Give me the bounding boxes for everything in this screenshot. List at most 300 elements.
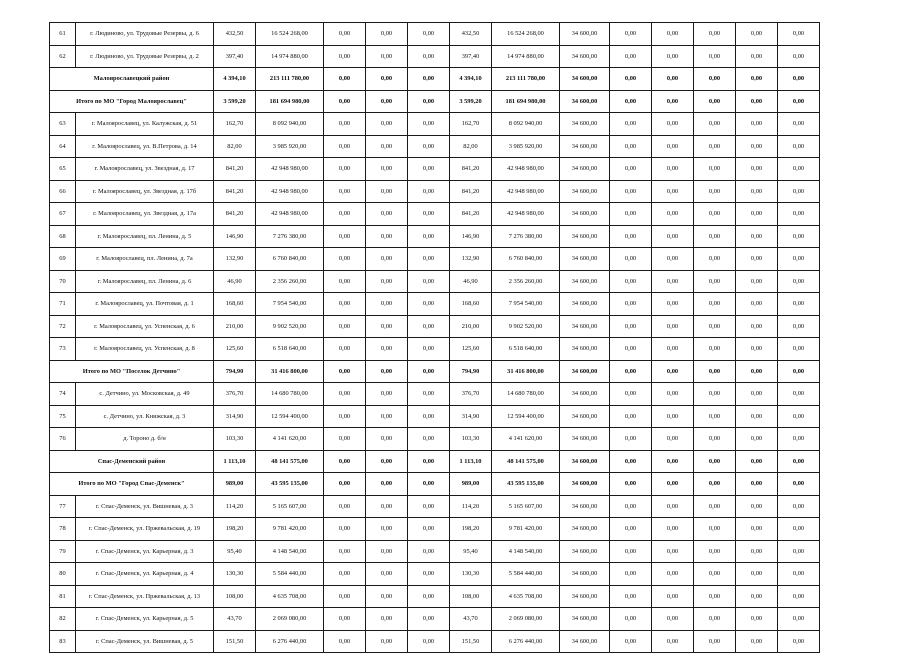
address-cell: г. Малоярославец, ул. Успенская, д. 6 (76, 315, 214, 338)
value-cell: 0,00 (694, 180, 736, 203)
value-cell: 0,00 (408, 495, 450, 518)
value-cell: 0,00 (408, 90, 450, 113)
unit-cost-cell: 34 600,00 (560, 293, 610, 316)
value-cell: 0,00 (408, 338, 450, 361)
address-cell: г. Людиново, ул. Трудовые Резервы, д. 2 (76, 45, 214, 68)
area-cell: 4 394,10 (450, 68, 492, 91)
cost-cell: 213 111 780,00 (256, 68, 324, 91)
unit-cost-cell: 34 600,00 (560, 45, 610, 68)
row-number: 78 (50, 518, 76, 541)
cost-cell: 42 948 980,00 (256, 203, 324, 226)
value-cell: 0,00 (736, 270, 778, 293)
cost-cell: 43 595 135,00 (492, 473, 560, 496)
subtotal-label: Итого по МО "Город Малоярославец" (50, 90, 214, 113)
cost-cell: 16 524 268,00 (492, 23, 560, 46)
value-cell: 0,00 (324, 270, 366, 293)
area-cell: 130,30 (214, 563, 256, 586)
value-cell: 0,00 (324, 135, 366, 158)
value-cell: 0,00 (408, 225, 450, 248)
cost-cell: 5 584 440,00 (492, 563, 560, 586)
subtotal-label: Итого по МО "Город Спас-Деменск" (50, 473, 214, 496)
value-cell: 0,00 (694, 630, 736, 653)
cost-cell: 48 141 575,00 (492, 450, 560, 473)
table-row (50, 270, 820, 293)
unit-cost-cell: 34 600,00 (560, 473, 610, 496)
table-row (50, 518, 820, 541)
value-cell: 0,00 (652, 248, 694, 271)
value-cell: 0,00 (610, 540, 652, 563)
value-cell: 0,00 (778, 338, 820, 361)
value-cell: 0,00 (652, 225, 694, 248)
value-cell: 0,00 (366, 45, 408, 68)
value-cell: 0,00 (610, 90, 652, 113)
subtotal-label: Итого по МО "Поселок Детчино" (50, 360, 214, 383)
address-cell: г. Малоярославец, ул. Почтовая, д. 1 (76, 293, 214, 316)
housing-program-table (49, 22, 820, 653)
value-cell: 0,00 (324, 338, 366, 361)
cost-cell: 14 974 880,00 (492, 45, 560, 68)
table-row (50, 540, 820, 563)
value-cell: 0,00 (736, 158, 778, 181)
area-cell: 376,70 (214, 383, 256, 406)
subtotal-row (50, 473, 820, 496)
value-cell: 0,00 (610, 270, 652, 293)
value-cell: 0,00 (366, 158, 408, 181)
value-cell: 0,00 (408, 45, 450, 68)
value-cell: 0,00 (778, 383, 820, 406)
value-cell: 0,00 (366, 248, 408, 271)
cost-cell: 42 948 980,00 (492, 203, 560, 226)
unit-cost-cell: 34 600,00 (560, 405, 610, 428)
value-cell: 0,00 (778, 225, 820, 248)
row-number: 75 (50, 405, 76, 428)
value-cell: 0,00 (652, 293, 694, 316)
value-cell: 0,00 (610, 473, 652, 496)
table-row (50, 585, 820, 608)
value-cell: 0,00 (736, 518, 778, 541)
area-cell: 1 113,10 (450, 450, 492, 473)
value-cell: 0,00 (736, 473, 778, 496)
value-cell: 0,00 (408, 450, 450, 473)
value-cell: 0,00 (324, 248, 366, 271)
value-cell: 0,00 (610, 180, 652, 203)
value-cell: 0,00 (694, 495, 736, 518)
value-cell: 0,00 (610, 338, 652, 361)
value-cell: 0,00 (324, 315, 366, 338)
value-cell: 0,00 (694, 540, 736, 563)
value-cell: 0,00 (366, 563, 408, 586)
value-cell: 0,00 (366, 23, 408, 46)
area-cell: 114,20 (214, 495, 256, 518)
row-number: 73 (50, 338, 76, 361)
value-cell: 0,00 (778, 113, 820, 136)
value-cell: 0,00 (694, 158, 736, 181)
cost-cell: 16 524 268,00 (256, 23, 324, 46)
unit-cost-cell: 34 600,00 (560, 158, 610, 181)
value-cell: 0,00 (408, 473, 450, 496)
value-cell: 0,00 (736, 45, 778, 68)
unit-cost-cell: 34 600,00 (560, 23, 610, 46)
address-cell: г. Малоярославец, пл. Ленина, д. 5 (76, 225, 214, 248)
cost-cell: 12 594 400,00 (256, 405, 324, 428)
cost-cell: 42 948 980,00 (492, 180, 560, 203)
value-cell: 0,00 (694, 360, 736, 383)
value-cell: 0,00 (610, 383, 652, 406)
row-number: 68 (50, 225, 76, 248)
value-cell: 0,00 (778, 405, 820, 428)
area-cell: 4 394,10 (214, 68, 256, 91)
value-cell: 0,00 (652, 315, 694, 338)
value-cell: 0,00 (736, 540, 778, 563)
value-cell: 0,00 (408, 585, 450, 608)
area-cell: 841,20 (450, 180, 492, 203)
value-cell: 0,00 (610, 518, 652, 541)
area-cell: 198,20 (450, 518, 492, 541)
unit-cost-cell: 34 600,00 (560, 90, 610, 113)
value-cell: 0,00 (324, 473, 366, 496)
area-cell: 151,50 (214, 630, 256, 653)
value-cell: 0,00 (324, 90, 366, 113)
table-row (50, 495, 820, 518)
table-row (50, 630, 820, 653)
row-number: 77 (50, 495, 76, 518)
value-cell: 0,00 (778, 23, 820, 46)
table-row (50, 383, 820, 406)
value-cell: 0,00 (366, 135, 408, 158)
value-cell: 0,00 (694, 113, 736, 136)
value-cell: 0,00 (610, 158, 652, 181)
cost-cell: 7 276 380,00 (492, 225, 560, 248)
cost-cell: 2 069 080,00 (492, 608, 560, 631)
value-cell: 0,00 (694, 225, 736, 248)
cost-cell: 4 635 708,00 (492, 585, 560, 608)
value-cell: 0,00 (408, 428, 450, 451)
unit-cost-cell: 34 600,00 (560, 450, 610, 473)
area-cell: 162,70 (450, 113, 492, 136)
cost-cell: 6 276 440,00 (256, 630, 324, 653)
row-number: 67 (50, 203, 76, 226)
value-cell: 0,00 (610, 68, 652, 91)
unit-cost-cell: 34 600,00 (560, 518, 610, 541)
area-cell: 841,20 (450, 203, 492, 226)
cost-cell: 6 518 640,00 (256, 338, 324, 361)
address-cell: г. Малоярославец, ул. Калужская, д. 51 (76, 113, 214, 136)
value-cell: 0,00 (778, 540, 820, 563)
value-cell: 0,00 (652, 405, 694, 428)
value-cell: 0,00 (778, 630, 820, 653)
value-cell: 0,00 (652, 608, 694, 631)
cost-cell: 8 092 940,00 (256, 113, 324, 136)
value-cell: 0,00 (652, 135, 694, 158)
area-cell: 130,30 (450, 563, 492, 586)
address-cell: г. Малоярославец, пл. Ленина, д. 7а (76, 248, 214, 271)
cost-cell: 9 902 520,00 (492, 315, 560, 338)
value-cell: 0,00 (694, 473, 736, 496)
table-row (50, 608, 820, 631)
value-cell: 0,00 (778, 45, 820, 68)
address-cell: г. Спас-Деменск, ул. Пржевальская, д. 13 (76, 585, 214, 608)
value-cell: 0,00 (408, 563, 450, 586)
value-cell: 0,00 (652, 563, 694, 586)
row-number: 64 (50, 135, 76, 158)
value-cell: 0,00 (736, 225, 778, 248)
value-cell: 0,00 (736, 23, 778, 46)
value-cell: 0,00 (366, 518, 408, 541)
value-cell: 0,00 (610, 405, 652, 428)
table-body (50, 23, 820, 653)
value-cell: 0,00 (324, 225, 366, 248)
unit-cost-cell: 34 600,00 (560, 203, 610, 226)
unit-cost-cell: 34 600,00 (560, 608, 610, 631)
cost-cell: 5 165 607,00 (492, 495, 560, 518)
cost-cell: 4 148 540,00 (492, 540, 560, 563)
value-cell: 0,00 (778, 585, 820, 608)
value-cell: 0,00 (408, 293, 450, 316)
row-number: 66 (50, 180, 76, 203)
cost-cell: 2 069 080,00 (256, 608, 324, 631)
value-cell: 0,00 (694, 405, 736, 428)
address-cell: г. Спас-Деменск, ул. Карьерная, д. 3 (76, 540, 214, 563)
address-cell: г. Спас-Деменск, ул. Карьерная, д. 5 (76, 608, 214, 631)
address-cell: г. Малоярославец, ул. Звездная, д. 17б (76, 180, 214, 203)
table-row (50, 135, 820, 158)
value-cell: 0,00 (408, 518, 450, 541)
value-cell: 0,00 (610, 135, 652, 158)
value-cell: 0,00 (694, 23, 736, 46)
area-cell: 146,90 (450, 225, 492, 248)
cost-cell: 181 694 980,00 (256, 90, 324, 113)
value-cell: 0,00 (694, 338, 736, 361)
value-cell: 0,00 (652, 203, 694, 226)
cost-cell: 14 974 880,00 (256, 45, 324, 68)
row-number: 79 (50, 540, 76, 563)
value-cell: 0,00 (778, 563, 820, 586)
value-cell: 0,00 (324, 360, 366, 383)
area-cell: 46,90 (450, 270, 492, 293)
value-cell: 0,00 (736, 585, 778, 608)
value-cell: 0,00 (366, 203, 408, 226)
cost-cell: 9 781 420,00 (492, 518, 560, 541)
value-cell: 0,00 (736, 203, 778, 226)
value-cell: 0,00 (778, 450, 820, 473)
row-number: 72 (50, 315, 76, 338)
value-cell: 0,00 (694, 563, 736, 586)
value-cell: 0,00 (778, 158, 820, 181)
value-cell: 0,00 (778, 68, 820, 91)
cost-cell: 31 416 800,00 (256, 360, 324, 383)
value-cell: 0,00 (408, 405, 450, 428)
value-cell: 0,00 (652, 450, 694, 473)
area-cell: 114,20 (450, 495, 492, 518)
value-cell: 0,00 (324, 180, 366, 203)
value-cell: 0,00 (610, 248, 652, 271)
area-cell: 794,90 (214, 360, 256, 383)
row-number: 80 (50, 563, 76, 586)
value-cell: 0,00 (324, 203, 366, 226)
value-cell: 0,00 (366, 90, 408, 113)
value-cell: 0,00 (408, 68, 450, 91)
area-cell: 794,90 (450, 360, 492, 383)
cost-cell: 6 518 640,00 (492, 338, 560, 361)
area-cell: 841,20 (214, 203, 256, 226)
row-number: 74 (50, 383, 76, 406)
value-cell: 0,00 (366, 608, 408, 631)
cost-cell: 42 948 980,00 (492, 158, 560, 181)
value-cell: 0,00 (408, 158, 450, 181)
table-row (50, 563, 820, 586)
area-cell: 210,00 (450, 315, 492, 338)
value-cell: 0,00 (366, 180, 408, 203)
table-row (50, 248, 820, 271)
address-cell: г. Малоярославец, пл. Ленина, д. 6 (76, 270, 214, 293)
value-cell: 0,00 (736, 248, 778, 271)
area-cell: 103,30 (450, 428, 492, 451)
area-cell: 210,00 (214, 315, 256, 338)
value-cell: 0,00 (366, 338, 408, 361)
area-cell: 43,70 (450, 608, 492, 631)
value-cell: 0,00 (610, 630, 652, 653)
value-cell: 0,00 (736, 428, 778, 451)
value-cell: 0,00 (366, 315, 408, 338)
area-cell: 95,40 (450, 540, 492, 563)
unit-cost-cell: 34 600,00 (560, 540, 610, 563)
area-cell: 82,00 (450, 135, 492, 158)
value-cell: 0,00 (736, 405, 778, 428)
value-cell: 0,00 (366, 68, 408, 91)
unit-cost-cell: 34 600,00 (560, 383, 610, 406)
value-cell: 0,00 (324, 113, 366, 136)
value-cell: 0,00 (324, 405, 366, 428)
value-cell: 0,00 (652, 158, 694, 181)
unit-cost-cell: 34 600,00 (560, 270, 610, 293)
address-cell: г. Спас-Деменск, ул. Пржевальская, д. 19 (76, 518, 214, 541)
area-cell: 3 599,20 (450, 90, 492, 113)
cost-cell: 5 584 440,00 (256, 563, 324, 586)
value-cell: 0,00 (694, 383, 736, 406)
area-cell: 3 599,20 (214, 90, 256, 113)
value-cell: 0,00 (736, 338, 778, 361)
value-cell: 0,00 (694, 45, 736, 68)
address-cell: с. Детчино, ул. Московская, д. 49 (76, 383, 214, 406)
table-row (50, 315, 820, 338)
value-cell: 0,00 (610, 495, 652, 518)
area-cell: 132,90 (450, 248, 492, 271)
cost-cell: 14 680 780,00 (492, 383, 560, 406)
cost-cell: 31 416 800,00 (492, 360, 560, 383)
value-cell: 0,00 (366, 293, 408, 316)
cost-cell: 9 781 420,00 (256, 518, 324, 541)
unit-cost-cell: 34 600,00 (560, 315, 610, 338)
area-cell: 162,70 (214, 113, 256, 136)
value-cell: 0,00 (610, 585, 652, 608)
value-cell: 0,00 (324, 45, 366, 68)
value-cell: 0,00 (736, 293, 778, 316)
value-cell: 0,00 (366, 405, 408, 428)
area-cell: 397,40 (214, 45, 256, 68)
area-cell: 43,70 (214, 608, 256, 631)
value-cell: 0,00 (324, 630, 366, 653)
area-cell: 146,90 (214, 225, 256, 248)
area-cell: 1 113,10 (214, 450, 256, 473)
value-cell: 0,00 (324, 608, 366, 631)
value-cell: 0,00 (736, 608, 778, 631)
value-cell: 0,00 (324, 293, 366, 316)
value-cell: 0,00 (652, 540, 694, 563)
address-cell: с. Детчино, ул. Книжская, д. 3 (76, 405, 214, 428)
address-cell: г. Спас-Деменск, ул. Вишневая, д. 3 (76, 495, 214, 518)
value-cell: 0,00 (610, 315, 652, 338)
value-cell: 0,00 (652, 180, 694, 203)
table-row (50, 158, 820, 181)
area-cell: 95,40 (214, 540, 256, 563)
value-cell: 0,00 (736, 360, 778, 383)
value-cell: 0,00 (694, 428, 736, 451)
value-cell: 0,00 (736, 450, 778, 473)
unit-cost-cell: 34 600,00 (560, 225, 610, 248)
value-cell: 0,00 (652, 630, 694, 653)
value-cell: 0,00 (610, 113, 652, 136)
value-cell: 0,00 (694, 90, 736, 113)
value-cell: 0,00 (652, 360, 694, 383)
value-cell: 0,00 (324, 158, 366, 181)
subtotal-row (50, 68, 820, 91)
value-cell: 0,00 (778, 90, 820, 113)
area-cell: 125,60 (450, 338, 492, 361)
value-cell: 0,00 (652, 270, 694, 293)
unit-cost-cell: 34 600,00 (560, 113, 610, 136)
area-cell: 46,90 (214, 270, 256, 293)
value-cell: 0,00 (610, 563, 652, 586)
value-cell: 0,00 (324, 68, 366, 91)
value-cell: 0,00 (366, 360, 408, 383)
value-cell: 0,00 (652, 45, 694, 68)
cost-cell: 3 985 920,00 (492, 135, 560, 158)
address-cell: г. Малоярославец, ул. Звездная, д. 17 (76, 158, 214, 181)
area-cell: 198,20 (214, 518, 256, 541)
cost-cell: 14 680 780,00 (256, 383, 324, 406)
area-cell: 125,60 (214, 338, 256, 361)
value-cell: 0,00 (652, 68, 694, 91)
value-cell: 0,00 (736, 180, 778, 203)
value-cell: 0,00 (408, 360, 450, 383)
table-row (50, 405, 820, 428)
value-cell: 0,00 (736, 383, 778, 406)
value-cell: 0,00 (366, 495, 408, 518)
value-cell: 0,00 (408, 315, 450, 338)
row-number: 62 (50, 45, 76, 68)
value-cell: 0,00 (652, 473, 694, 496)
cost-cell: 2 356 260,00 (256, 270, 324, 293)
table-row (50, 428, 820, 451)
unit-cost-cell: 34 600,00 (560, 360, 610, 383)
value-cell: 0,00 (736, 495, 778, 518)
value-cell: 0,00 (736, 315, 778, 338)
value-cell: 0,00 (408, 203, 450, 226)
cost-cell: 181 694 980,00 (492, 90, 560, 113)
unit-cost-cell: 34 600,00 (560, 630, 610, 653)
area-cell: 314,90 (450, 405, 492, 428)
value-cell: 0,00 (778, 608, 820, 631)
subtotal-label: Малоярославецкий район (50, 68, 214, 91)
value-cell: 0,00 (324, 383, 366, 406)
area-cell: 168,60 (214, 293, 256, 316)
address-cell: г. Малоярославец, ул. В.Петрова, д. 14 (76, 135, 214, 158)
address-cell: д. Тороно д. б/н (76, 428, 214, 451)
value-cell: 0,00 (408, 23, 450, 46)
value-cell: 0,00 (408, 113, 450, 136)
area-cell: 397,40 (450, 45, 492, 68)
address-cell: г. Спас-Деменск, ул. Вишневая, д. 5 (76, 630, 214, 653)
